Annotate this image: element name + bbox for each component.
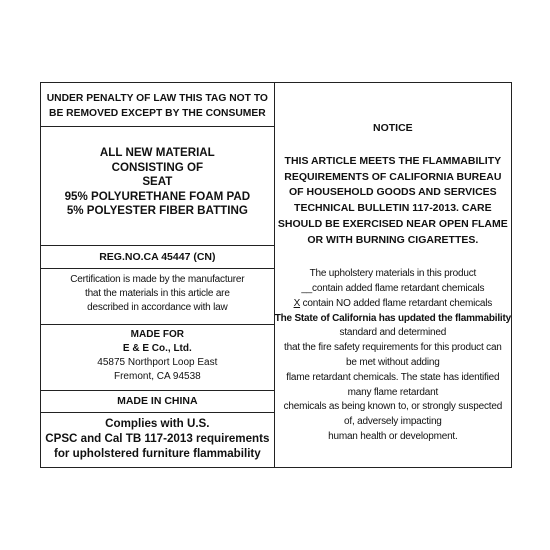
made-for-label: MADE FOR bbox=[130, 329, 185, 340]
warning-line-1: UNDER PENALTY OF LAW THIS TAG NOT TO bbox=[46, 93, 268, 104]
material-section bbox=[41, 127, 274, 246]
option-contain-mark: __ bbox=[301, 283, 313, 295]
disclosure-line-2: that the fire safety requirements for this product can bbox=[284, 342, 502, 354]
notice-line-3: OF HOUSEHOLD GOODS AND SERVICES bbox=[288, 186, 497, 199]
complies-line-3: for upholstered furniture flammability bbox=[53, 447, 261, 460]
disclosure-line-8: human health or development. bbox=[328, 430, 458, 442]
complies-line-2: CPSC and Cal TB 117-2013 requirements bbox=[45, 432, 270, 445]
disclosure-line-1: standard and determined bbox=[339, 327, 447, 339]
address-line-2: Fremont, CA 94538 bbox=[113, 371, 201, 382]
notice-line-4: TECHNICAL BULLETIN 117-2013. CARE bbox=[294, 202, 492, 215]
upholstery-disclosure bbox=[275, 267, 511, 445]
option-no bbox=[275, 297, 511, 312]
material-line-3: SEAT bbox=[142, 175, 173, 188]
registration-section bbox=[41, 246, 274, 269]
left-panel bbox=[41, 83, 275, 467]
option-no-text: contain NO added flame retardant chemicals bbox=[300, 297, 493, 309]
origin-section bbox=[41, 391, 274, 413]
right-panel bbox=[275, 83, 511, 467]
material-line-5: 5% POLYESTER FIBER BATTING bbox=[66, 204, 248, 217]
made-for-section bbox=[41, 325, 274, 391]
option-no-mark: X bbox=[293, 297, 301, 309]
made-in-label: MADE IN CHINA bbox=[117, 395, 198, 407]
company-name: E & E Co., Ltd. bbox=[122, 343, 192, 354]
disclosure-line-7: of, adversely impacting bbox=[344, 416, 442, 428]
notice-text bbox=[275, 154, 511, 248]
disclosure-line-3: be met without adding bbox=[346, 357, 440, 368]
disclosure-line-5: many flame retardant bbox=[347, 386, 439, 398]
disclosure-line-4: flame retardant chemicals. The state has identified bbox=[286, 371, 500, 383]
material-line-4: 95% POLYURETHANE FOAM PAD bbox=[64, 189, 251, 203]
warning-line-2: BE REMOVED EXCEPT BY THE CONSUMER bbox=[49, 108, 266, 119]
option-contain bbox=[275, 282, 511, 297]
compliance-section bbox=[41, 413, 274, 467]
notice-line-5: SHOULD BE EXERCISED NEAR OPEN FLAME bbox=[277, 217, 508, 230]
notice-line-1: THIS ARTICLE MEETS THE FLAMMABILITY bbox=[284, 155, 502, 167]
notice-title: NOTICE bbox=[373, 122, 413, 134]
state-update: The State of California has updated the flammability bbox=[274, 312, 511, 324]
certification-section bbox=[41, 269, 274, 325]
warning-section bbox=[41, 83, 274, 127]
notice-line-2: REQUIREMENTS OF CALIFORNIA BUREAU bbox=[284, 170, 502, 183]
certification-line-1: Certification is made by the manufacturer bbox=[70, 274, 245, 285]
disclosure-line-6: chemicals as being known to, or strongly suspected bbox=[283, 401, 503, 413]
certification-line-2: that the materials in this article are bbox=[84, 288, 230, 299]
material-line-1: ALL NEW MATERIAL bbox=[99, 146, 215, 159]
law-tag bbox=[40, 82, 512, 468]
certification-line-3: described in accordance with law bbox=[87, 302, 228, 313]
option-contain-text: contain added flame retardant chemicals bbox=[312, 283, 485, 295]
registration-number: REG.NO.CA 45447 (CN) bbox=[99, 251, 216, 263]
complies-line-1: Complies with U.S. bbox=[105, 417, 210, 430]
address-line-1: 45875 Northport Loop East bbox=[97, 357, 218, 368]
upholstery-intro: The upholstery materials in this product bbox=[309, 268, 477, 280]
notice-line-6: OR WITH BURNING CIGARETTES. bbox=[307, 233, 479, 246]
material-line-2: CONSISTING OF bbox=[111, 160, 204, 174]
